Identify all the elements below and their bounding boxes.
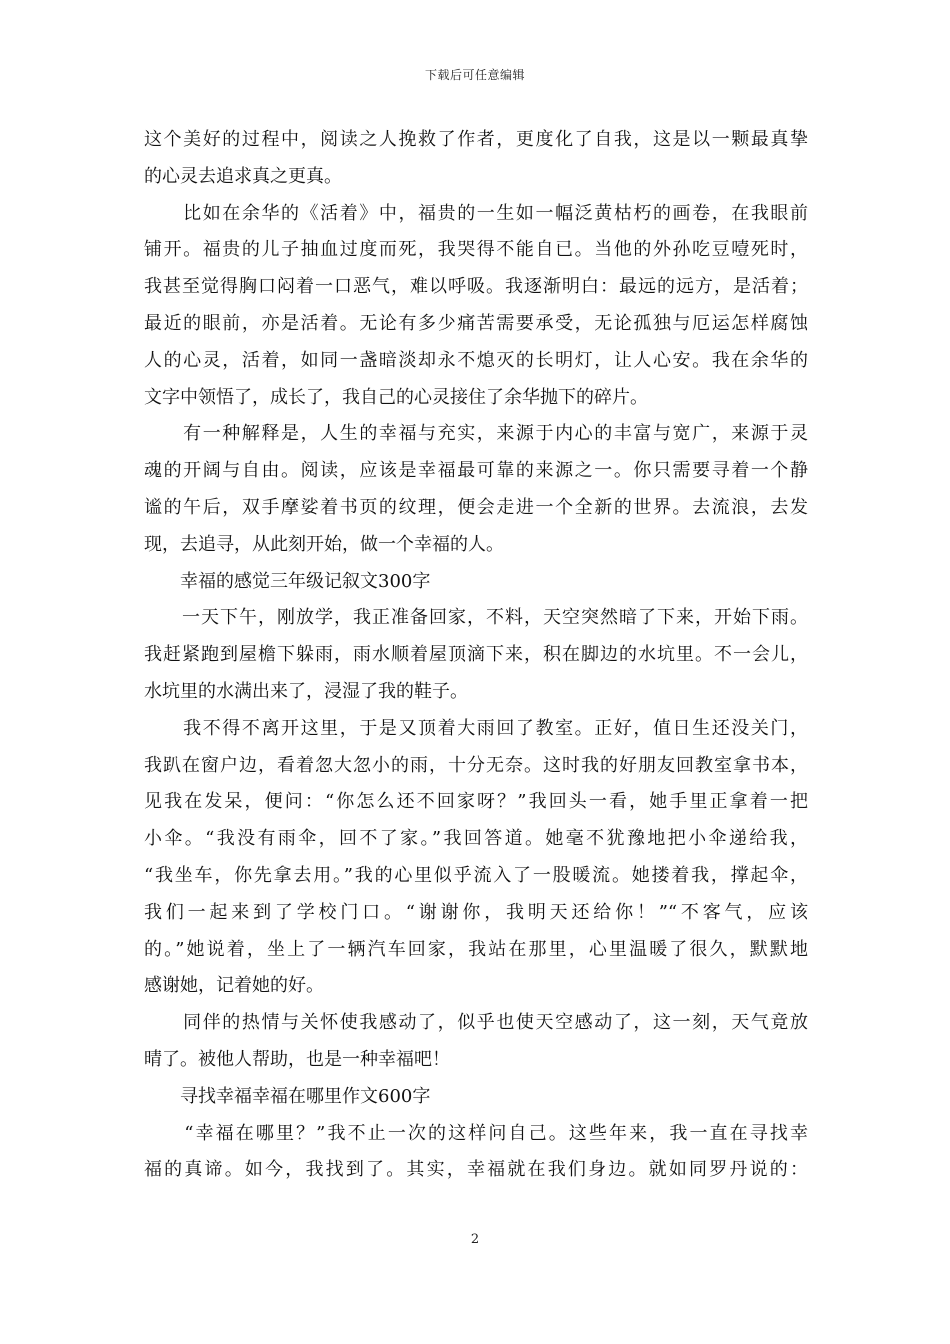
text-line: 我甚至觉得胸口闷着一口恶气，难以呼吸。我逐渐明白：最远的远方，是活着； [144,276,808,298]
text-line: 这个美好的过程中，阅读之人挽救了作者，更度化了自我，这是以一颗最真挚 [144,129,808,150]
text-line: 现，去追寻，从此刻开始，做一个幸福的人。 [144,533,504,555]
text-line: 谧的午后，双手摩娑着书页的纹理，便会走进一个全新的世界。去流浪，去发 [144,496,808,518]
text-line: 我赶紧跑到屋檐下躲雨，雨水顺着屋顶滴下来，积在脚边的水坑里。不一会儿， [144,644,808,666]
document-body [144,122,808,1189]
text-line: 我趴在窗户边，看着忽大忽小的雨，十分无奈。这时我的好朋友回教室拿书本， [144,754,808,776]
text-line: 晴了。被他人帮助，也是一种幸福吧！ [144,1048,450,1070]
text-line: 最近的眼前，亦是活着。无论有多少痛苦需要承受，无论孤独与厄运怎样腐蚀 [144,312,808,334]
text-line: “我坐车，你先拿去用。”我的心里似乎流入了一股暖流。她搂着我，撑起伞， [144,864,808,886]
text-line: 水坑里的水满出来了，浸湿了我的鞋子。 [144,680,468,702]
text-line: 感谢她，记着她的好。 [144,975,324,997]
text-line: 小伞。“我没有雨伞，回不了家。”我回答道。她毫不犹豫地把小伞递给我， [144,828,808,850]
text-line: 的心灵去追求真之更真。 [144,165,342,187]
text-line: 一天下午，刚放学，我正准备回家，不料，天空突然暗了下来，开始下雨。 [144,607,808,629]
text-line: 魂的开阔与自由。阅读，应该是幸福最可靠的来源之一。你只需要寻着一个静 [144,460,808,482]
text-line: 我们一起来到了学校门口。“谢谢你，我明天还给你！”“不客气，应该 [144,901,808,923]
text-line: 寻找幸福幸福在哪里作文600字 [144,1085,431,1107]
text-line: 有一种解释是，人生的幸福与充实，来源于内心的丰富与宽广，来源于灵 [144,423,808,445]
text-line: 幸福的感觉三年级记叙文300字 [144,570,431,592]
text-line: 文字中领悟了，成长了，我自己的心灵接住了余华抛下的碎片。 [144,386,648,408]
text-line: 福的真谛。如今，我找到了。其实，幸福就在我们身边。就如同罗丹说的： [144,1159,808,1181]
text-line: 铺开。福贵的儿子抽血过度而死，我哭得不能自已。当他的外孙吃豆噎死时， [144,239,808,261]
page-number: 2 [470,1232,480,1247]
text-line: 比如在余华的《活着》中，福贵的一生如一幅泛黄枯朽的画卷，在我眼前 [144,202,808,224]
page-header: 下载后可任意编辑 [424,68,525,82]
text-line: 人的心灵，活着，如同一盏暗淡却永不熄灭的长明灯，让人心安。我在余华的 [144,349,808,371]
text-line: 我不得不离开这里，于是又顶着大雨回了教室。正好，值日生还没关门， [144,717,808,739]
text-line: 见我在发呆，便问：“你怎么还不回家呀？”我回头一看，她手里正拿着一把 [144,791,808,813]
text-line: 的。”她说着，坐上了一辆汽车回家，我站在那里，心里温暖了很久，默默地 [144,938,808,960]
text-line: 同伴的热情与关怀使我感动了，似乎也使天空感动了，这一刻，天气竟放 [144,1012,808,1034]
text-line: “幸福在哪里？”我不止一次的这样问自己。这些年来，我一直在寻找幸 [144,1122,808,1144]
